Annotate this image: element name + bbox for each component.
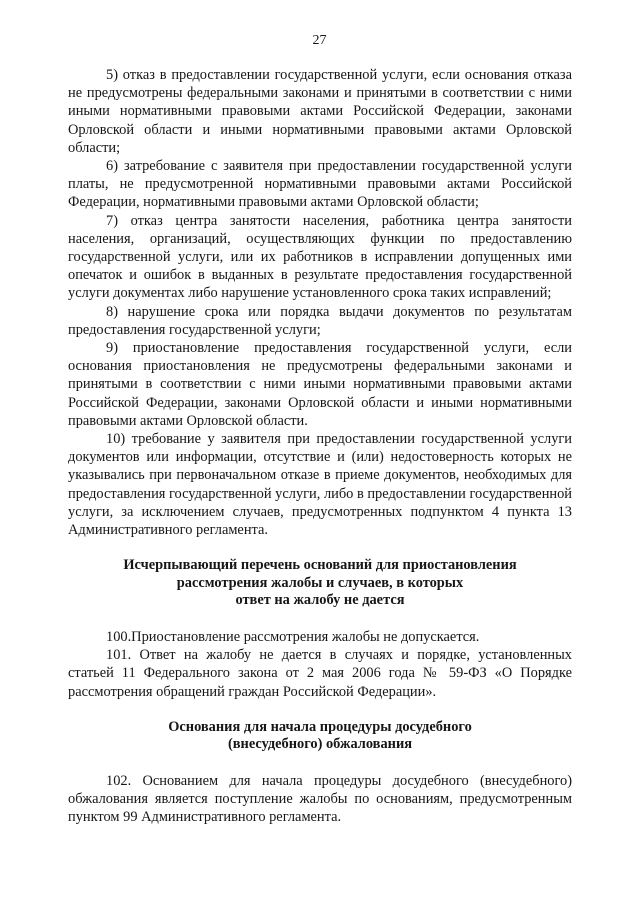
- list-item-9: 9) приостановление предоставления государственной услуги, если основания приостановления не предусмотрены федеральными законами и принятыми в соответствии с ними иными нормативными правовыми актами Российской Федерации, законами Орловской области и иными нормативными правовыми актами Орловской области.: [68, 340, 572, 429]
- list-item-6: 6) затребование с заявителя при предоставлении государственной услуги платы, не предусмотренной нормативными правовыми актами Российской Федерации, нормативными правовыми актами Орловской области;: [68, 158, 572, 211]
- paragraph-101: 101. Ответ на жалобу не дается в случаях и порядке, установленных статьей 11 Федерального закона от 2 мая 2006 года № 59-ФЗ «О Порядке рассмотрения обращений граждан Российской Федерации».: [68, 647, 572, 700]
- heading-line: ответ на жалобу не дается: [235, 592, 405, 609]
- list-item-8: 8) нарушение срока или порядка выдачи документов по результатам предоставления государственной услуги;: [68, 303, 572, 338]
- heading-line: Основания для начала процедуры досудебного: [168, 718, 472, 735]
- spacer: [68, 701, 572, 719]
- list-item-10: 10) требование у заявителя при предоставлении государственной услуги документов или информации, отсутствие и (или) недостоверность которых не указывались при первоначальном отказе в приеме документов, необходимых для предоставления государственной услуги, либо в предоставлении государственной услуги, за исключением случаев, предусмотренных подпунктом 4 пункта 13 Административного регламента.: [68, 431, 572, 539]
- page-number: 27: [312, 33, 327, 48]
- spacer: [68, 610, 572, 628]
- list-item-5: 5) отказ в предоставлении государственной услуги, если основания отказа не предусмотрены федеральными законами и принятыми в соответствии с ними иными нормативными правовыми актами Российской Федерации, законами Орловской области и иными нормативными правовыми актами Орловской области;: [68, 67, 572, 156]
- paragraph-100: 100.Приостановление рассмотрения жалобы не допускается.: [106, 629, 480, 646]
- paragraph-102: 102. Основанием для начала процедуры досудебного (внесудебного) обжалования является поступление жалобы по основаниям, предусмотренным пунктом 99 Административного регламента.: [68, 773, 572, 826]
- document-body: [68, 66, 572, 827]
- heading-line: рассмотрения жалобы и случаев, в которых: [176, 574, 464, 591]
- spacer: [68, 539, 572, 557]
- list-item-7: 7) отказ центра занятости населения, работника центра занятости населения, организаций, осуществляющих функции по предоставлению государственной услуги, или их работников в исправлении допущенных ими опечаток и ошибок в выданных в результате предоставления государственной услуги документах либо нарушение установленного срока таких исправлений;: [68, 212, 572, 302]
- heading-line: Исчерпывающий перечень оснований для приостановления: [123, 557, 517, 574]
- section-heading-appeal: [68, 719, 572, 754]
- heading-line: (внесудебного) обжалования: [227, 736, 413, 753]
- section-heading-suspension: [68, 557, 572, 610]
- spacer: [68, 754, 572, 772]
